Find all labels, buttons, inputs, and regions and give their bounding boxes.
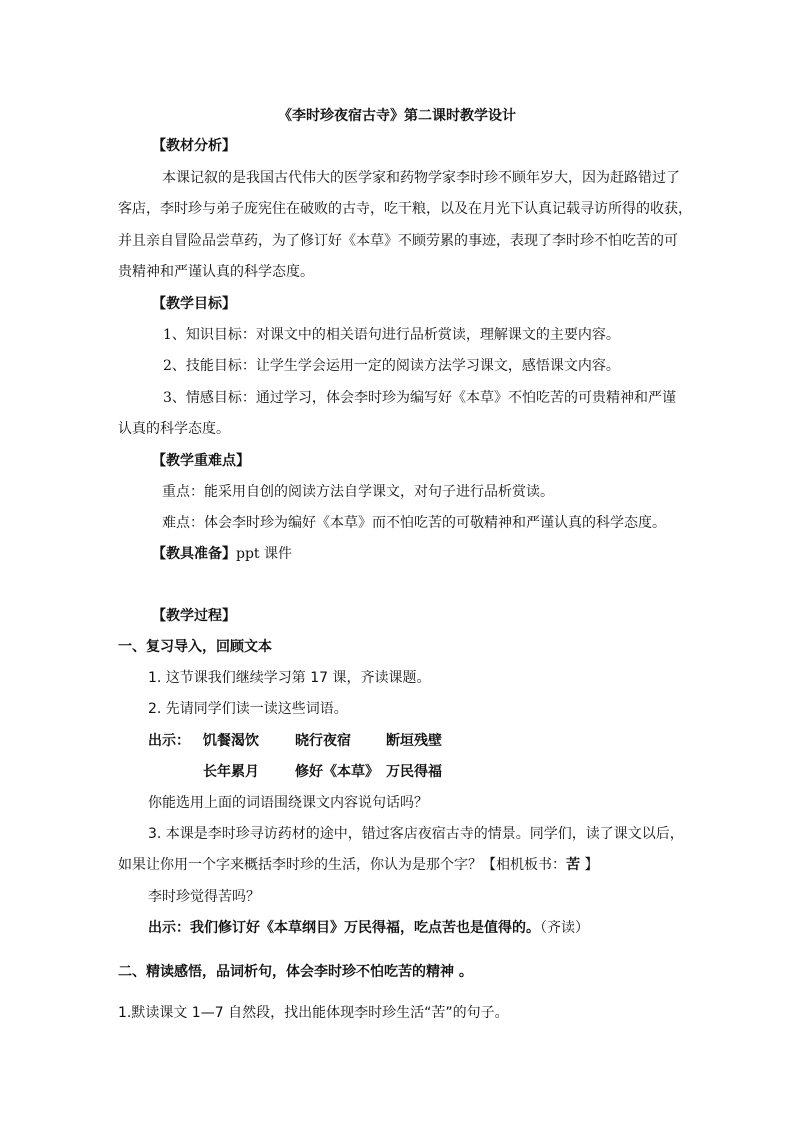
word-1-2: 晓行夜宿 — [295, 733, 351, 749]
key-point-difficulty: 难点：体会李时珍为编好《本草》而不怕吃苦的可敬精神和严谨认真的科学态度。 — [162, 515, 666, 531]
section-1-item-2: 2. 先请同学们读一读这些词语。 — [148, 701, 348, 717]
key-point-focus: 重点：能采用自创的阅读方法自学课文，对句子进行品析赏读。 — [162, 484, 554, 500]
question-2: 李时珍觉得苦吗？ — [148, 889, 260, 905]
process-heading: 【教学过程】 — [152, 608, 236, 624]
goals-heading: 【教学目标】 — [152, 296, 236, 312]
goal-item-3: 3、情感目标：通过学习，体会李时珍为编写好《本草》不怕吃苦的可贵精神和严谨 — [163, 390, 676, 406]
word-2-2: 修好《本草》 — [295, 764, 379, 780]
show-2-text: 出示：我们修订好《本草纲目》万民得福，吃点苦也是值得的。 — [148, 920, 540, 936]
word-1-3: 断垣残壁 — [386, 733, 442, 749]
goal-item-3-cont: 认真的科学态度。 — [118, 421, 230, 437]
section-2-title: 二、精读感悟，品词析句，体会李时珍不怕吃苦的精神 。 — [118, 964, 473, 980]
goal-item-2: 2、技能目标：让学生学会运用一定的阅读方法学习课文，感悟课文内容。 — [163, 358, 620, 374]
section-1-title: 一、复习导入，回顾文本 — [118, 639, 272, 655]
analysis-line-2: 客店，李时珍与弟子庞宪住在破败的古寺，吃干粮，以及在月光下认真记载寻访所得的收获， — [118, 201, 692, 217]
tools-line — [152, 544, 292, 564]
key-points-heading: 【教学重难点】 — [152, 453, 250, 469]
word-1-1: 饥餐渴饮 — [203, 733, 259, 749]
board-writing-char: 苦 — [566, 857, 580, 873]
analysis-heading: 【教材分析】 — [152, 138, 236, 154]
show-2-end: （齐读） — [540, 920, 589, 936]
section-1-item-1: 1. 这节课我们继续学习第 17 课，齐读课题。 — [148, 670, 431, 686]
analysis-line-4: 贵精神和严谨认真的科学态度。 — [118, 264, 314, 280]
question-1: 你能选用上面的词语围绕课文内容说句话吗？ — [148, 795, 428, 811]
tools-text: ppt 课件 — [236, 546, 292, 562]
show-2-line — [148, 918, 589, 938]
item-3-cont-end: 】 — [580, 857, 599, 873]
section-1-item-3-cont — [118, 855, 598, 875]
goal-item-1: 1、知识目标：对课文中的相关语句进行品析赏读，理解课文的主要内容。 — [163, 327, 620, 343]
document-title: 《李时珍夜宿古寺》第二课时教学设计 — [278, 108, 516, 124]
show-label: 出示： — [148, 733, 190, 749]
analysis-line-3: 并且亲自冒险品尝草药，为了修订好《本草》不顾劳累的事迹，表现了李时珍不怕吃苦的可 — [118, 233, 678, 249]
word-2-1: 长年累月 — [203, 764, 259, 780]
section-1-item-3: 3. 本课是李时珍寻访药材的途中，错过客店夜宿古寺的情景。同学们，读了课文以后， — [148, 826, 684, 842]
tools-heading: 【教具准备】 — [152, 546, 236, 562]
item-3-cont-text: 如果让你用一个字来概括李时珍的生活，你认为是那个字？【相机板书： — [118, 857, 566, 873]
section-2-item-1: 1.默读课文 1—7 自然段，找出能体现李时珍生活“苦”的句子。 — [118, 1005, 509, 1021]
analysis-line-1: 本课记叙的是我国古代伟大的医学家和药物学家李时珍不顾年岁大，因为赶路错过了 — [162, 170, 680, 186]
word-2-3: 万民得福 — [386, 764, 442, 780]
